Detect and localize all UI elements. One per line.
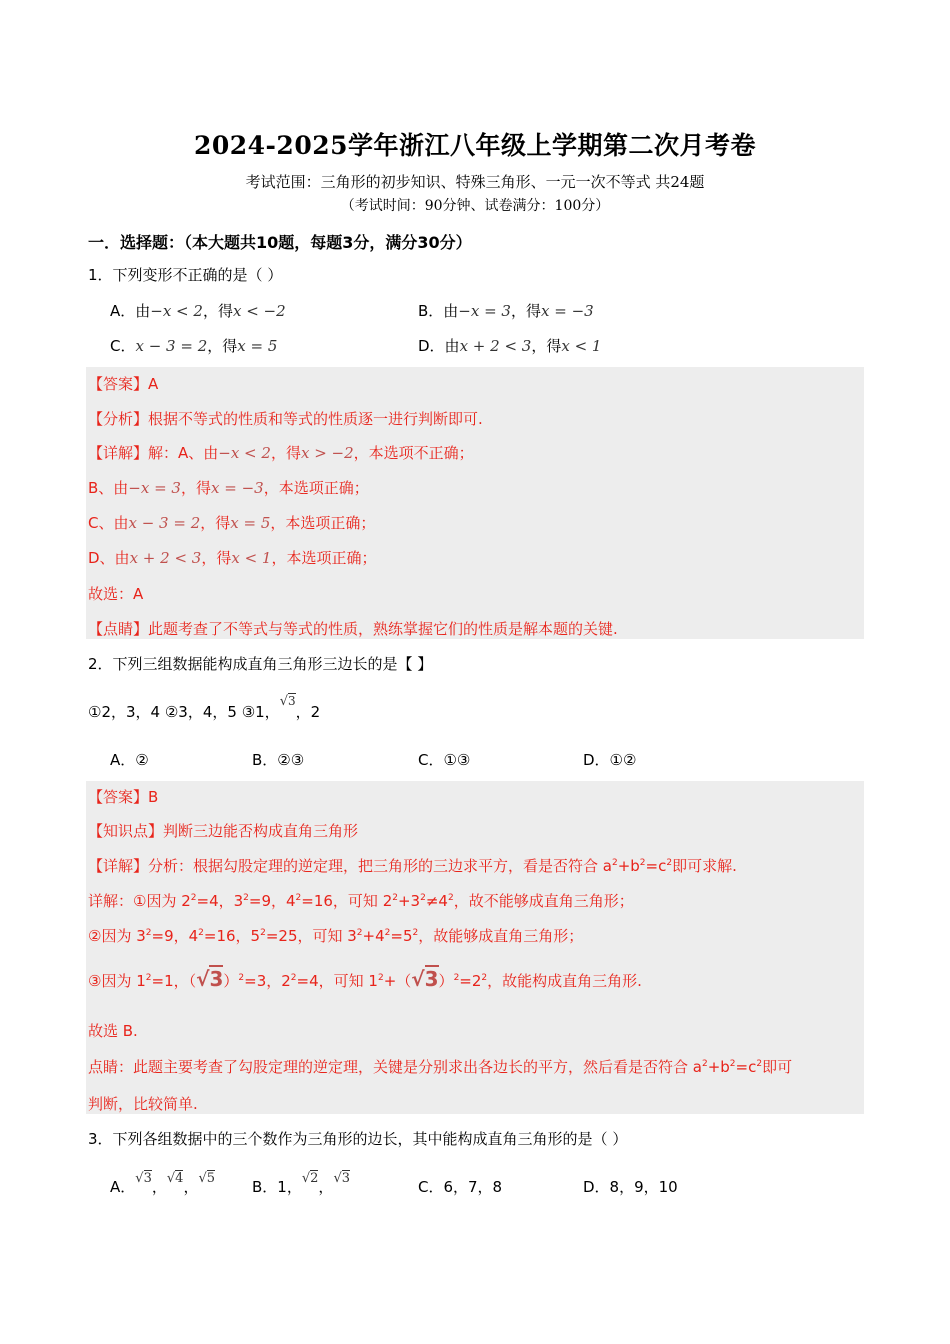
q1-comment: 【点睛】此题考查了不等式与等式的性质，熟练掌握它们的性质是解本题的关键. — [88, 620, 618, 638]
q1-solution-box — [86, 367, 864, 639]
q1-analysis: 【分析】根据不等式的性质和等式的性质逐一进行判断即可. — [88, 410, 483, 428]
q2-answer: 【答案】B — [88, 788, 159, 806]
q1-option-c: C．x − 3 = 2，得x = 5 — [110, 337, 278, 355]
q2-option-a: A．② — [110, 751, 149, 769]
q2-solution-box — [86, 781, 864, 1114]
q1-choice: 故选：A — [88, 585, 144, 603]
sqrt-3: √ 3 — [280, 694, 296, 709]
q1-detail-b: B、由−x = 3，得x = −3，本选项正确； — [88, 479, 369, 497]
q3-option-c: C．6，7，8 — [418, 1178, 503, 1196]
page-title: 2024-2025学年浙江八年级上学期第二次月考卷 — [193, 131, 757, 160]
q2-detail-head: 【详解】分析：根据勾股定理的逆定理，把三角形的三边求平方，看是否符合 $a^2+b^2=c^2$即可求解. — [88, 857, 737, 875]
exam-scope: 考试范围：三角形的初步知识、特殊三角形、一元一次不等式 共24题 — [245, 173, 705, 191]
q2-detail-line3: ③因为 $1^2=1$，$(√3)^2=3$，$2^2=4$，可知 $1^2+(√3)^2=2^2$，故能构成直角三角形. — [88, 967, 642, 991]
q2-sets: ①2，3，4 ②3，4，5 ③1，√ 3，2 — [88, 701, 320, 722]
q3-stem: 3．下列各组数据中的三个数作为三角形的边长，其中能构成直角三角形的是（ ） — [88, 1130, 628, 1148]
q2-comment-2: 判断，比较简单. — [88, 1095, 198, 1113]
q1-answer: 【答案】A — [88, 375, 159, 393]
section-heading: 一．选择题：（本大题共10题，每题3分，满分30分） — [88, 233, 472, 252]
q2-detail-line1: 详解：①因为 $2^2=4$，$3^2=9$，$4^2=16$，可知 $2^2+3^2\ne 4^2$，故不能够成直角三角形； — [88, 892, 634, 910]
q1-detail-a: 【详解】解：A、由−x < 2，得x > −2，本选项不正确； — [88, 444, 474, 462]
q2-choice: 故选 B. — [88, 1022, 138, 1040]
q1-detail-d: D、由x + 2 < 3，得x < 1，本选项正确； — [88, 549, 377, 567]
q1-stem: 1．下列变形不正确的是（ ） — [88, 266, 283, 284]
q2-comment-1: 点睛：此题主要考查了勾股定理的逆定理，关键是分别求出各边长的平方，然后看是否符合 $a^2+b^2=c^2$即可 — [88, 1058, 793, 1076]
q1-option-d: D．由x + 2 < 3，得x < 1 — [418, 337, 602, 355]
q2-stem: 2．下列三组数据能构成直角三角形三边长的是【 】 — [88, 655, 433, 673]
q3-option-d: D．8，9，10 — [583, 1178, 678, 1196]
q1-option-b: B．由−x = 3，得x = −3 — [418, 302, 594, 320]
q1-option-a: A．由−x < 2，得x < −2 — [110, 302, 286, 320]
q2-knowledge: 【知识点】判断三边能否构成直角三角形 — [88, 822, 359, 840]
q3-option-b: B．1，√2，√3 — [252, 1171, 351, 1196]
exam-time: （考试时间：90分钟、试卷满分：100分） — [340, 198, 610, 214]
q3-option-a: A．√3，√4，√5 — [110, 1171, 216, 1196]
q1-detail-c: C、由x − 3 = 2，得x = 5，本选项正确； — [88, 514, 376, 532]
q2-detail-line2: ②因为 $3^2=9$，$4^2=16$，$5^2=25$，可知 $3^2+4^2=5^2$，故能够成直角三角形； — [88, 927, 584, 945]
q2-option-d: D．①② — [583, 751, 637, 769]
q2-option-b: B．②③ — [252, 751, 305, 769]
q2-option-c: C．①③ — [418, 751, 471, 769]
